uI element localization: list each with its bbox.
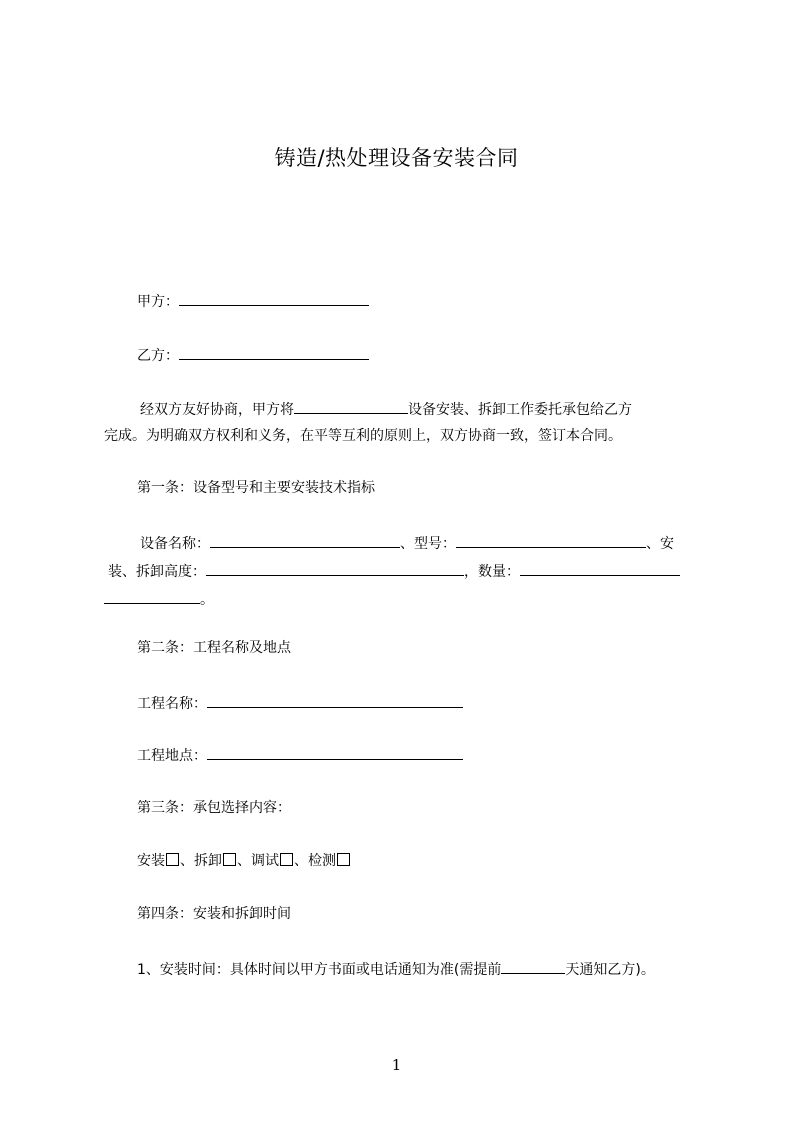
party-b-blank[interactable] — [179, 344, 369, 360]
model-label: 、型号： — [400, 536, 456, 552]
model-blank[interactable] — [456, 532, 646, 548]
install-checkbox[interactable] — [166, 853, 179, 866]
article2-heading: 第二条：工程名称及地点 — [137, 640, 291, 656]
article1-line-2 — [108, 560, 680, 582]
quantity-label: ，数量： — [464, 564, 520, 580]
project-name-blank[interactable] — [207, 692, 463, 708]
document-title: 铸造/热处理设备安装合同 — [274, 146, 519, 170]
install-time-prefix: 1、安装时间：具体时间以甲方书面或电话通知为准(需提前 — [137, 962, 502, 978]
article3-heading: 第三条：承包选择内容： — [137, 800, 291, 816]
equipment-blank[interactable] — [294, 398, 408, 414]
project-location-blank[interactable] — [207, 744, 463, 760]
party-b-label: 乙方： — [137, 348, 179, 364]
option-install-label: 安装 — [137, 853, 165, 869]
article1-trail: 、安 — [646, 536, 674, 552]
intro-line-1 — [140, 398, 632, 420]
article4-heading: 第四条：安装和拆卸时间 — [137, 906, 291, 922]
party-a-label: 甲方： — [137, 294, 179, 310]
article1-line-1 — [140, 532, 674, 554]
intro-part2: 设备安装、拆卸工作委托承包给乙方 — [408, 402, 632, 418]
height-label: 装、拆卸高度： — [108, 564, 206, 580]
project-name-line — [137, 692, 463, 714]
notice-days-blank[interactable] — [501, 958, 565, 974]
height-blank[interactable] — [206, 560, 464, 576]
article1-end: 。 — [200, 592, 214, 608]
inspect-checkbox[interactable] — [337, 853, 350, 866]
party-a-blank[interactable] — [179, 290, 369, 306]
intro-part1: 经双方友好协商，甲方将 — [140, 402, 294, 418]
install-time-suffix: 天通知乙方)。 — [565, 962, 655, 978]
project-location-label: 工程地点： — [137, 748, 207, 764]
quantity-blank-continued[interactable] — [104, 588, 200, 604]
project-location-line — [137, 744, 463, 766]
article4-item1 — [137, 958, 655, 980]
uninstall-checkbox[interactable] — [223, 853, 236, 866]
quantity-blank[interactable] — [520, 560, 680, 576]
device-name-blank[interactable] — [210, 532, 400, 548]
debug-checkbox[interactable] — [280, 853, 293, 866]
option-inspect-label: 、检测 — [294, 853, 336, 869]
article1-heading: 第一条：设备型号和主要安装技术指标 — [137, 480, 375, 496]
intro-line-2: 完成。为明确双方权利和义务，在平等互利的原则上，双方协商一致，签订本合同。 — [104, 428, 622, 444]
party-a-line — [137, 290, 369, 312]
project-name-label: 工程名称： — [137, 696, 207, 712]
device-name-label: 设备名称： — [140, 536, 210, 552]
page-number: 1 — [391, 1056, 402, 1074]
option-debug-label: 、调试 — [237, 853, 279, 869]
option-uninstall-label: 、拆卸 — [180, 853, 222, 869]
party-b-line — [137, 344, 369, 366]
article1-line-3 — [104, 588, 214, 610]
article3-options — [137, 851, 351, 871]
